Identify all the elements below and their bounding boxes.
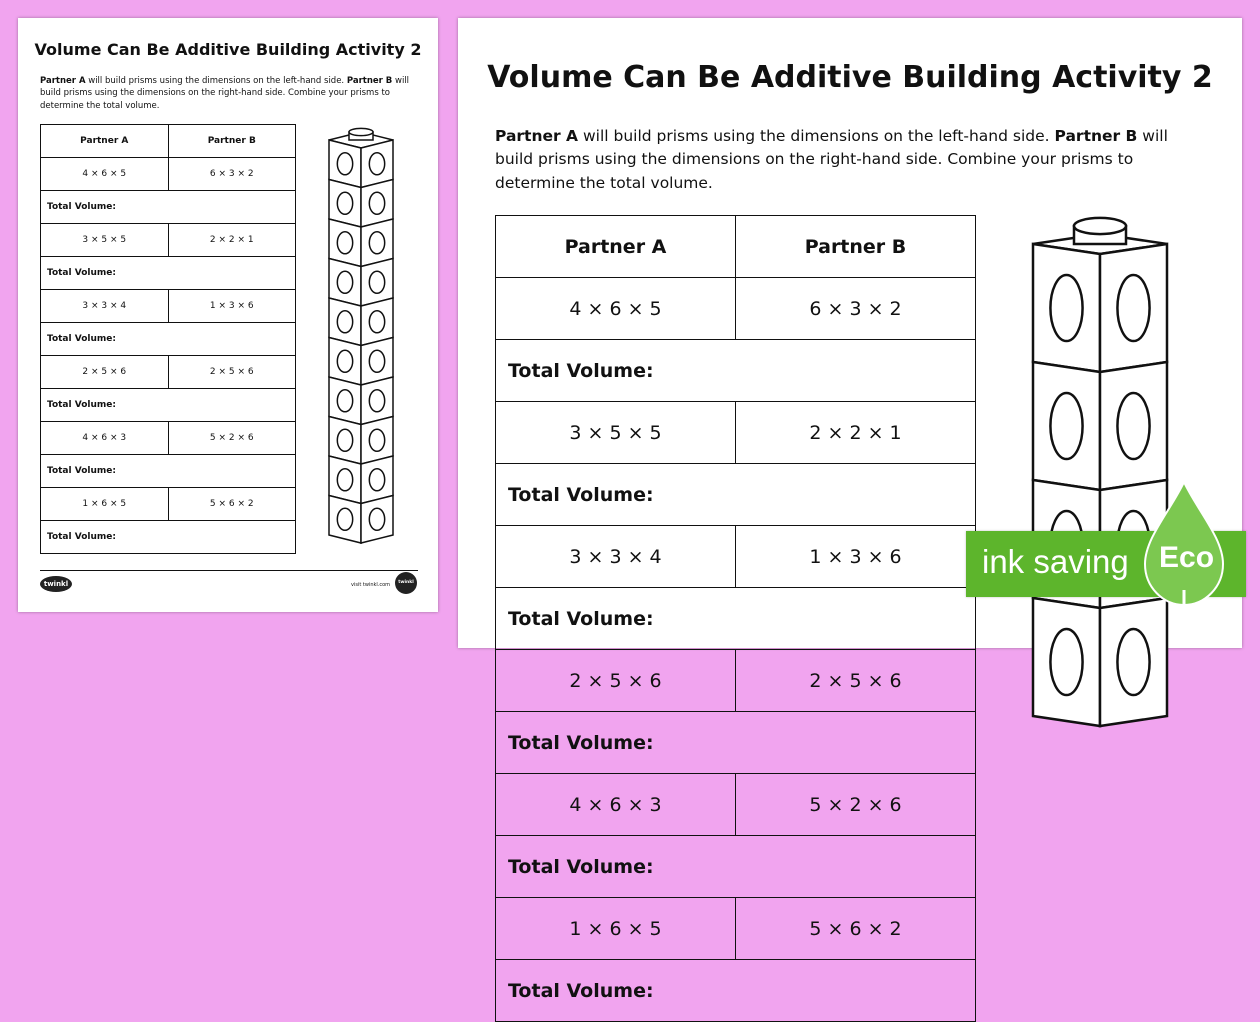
partner-b-dimensions: 6 × 3 × 2 [168, 158, 296, 191]
header-row [496, 216, 976, 278]
cube-hole-right [369, 153, 384, 175]
cube-hole-left [337, 390, 352, 412]
partner-a-header: Partner A [496, 216, 736, 278]
partner-a-text: will build prisms using the dimensions on the left-hand side. [85, 76, 347, 86]
partner-b-dimensions: 1 × 3 × 6 [736, 526, 976, 588]
partner-b-text: will build prisms using the dimensions on the right-hand side. Combine your prisms to determine the total volume. [495, 127, 1168, 192]
total-volume-row [496, 712, 976, 774]
dimension-row [41, 224, 296, 257]
partner-a-dimensions: 3 × 5 × 5 [496, 402, 736, 464]
total-volume-row [41, 323, 296, 356]
cube-hole-right [1117, 629, 1149, 695]
partner-b-dimensions: 5 × 2 × 6 [736, 774, 976, 836]
total-volume-field[interactable]: Total Volume: [41, 191, 296, 224]
cube-hole-right [369, 469, 384, 491]
cube-hole-right [1117, 275, 1149, 341]
cube-hole-right [1117, 393, 1149, 459]
cube-hole-left [337, 232, 352, 254]
total-volume-field[interactable]: Total Volume: [41, 389, 296, 422]
activity-table-large [495, 215, 976, 1022]
partner-b-dimensions: 2 × 5 × 6 [736, 650, 976, 712]
dimension-row [496, 278, 976, 340]
cube-hole-left [337, 508, 352, 530]
partner-a-header: Partner A [41, 125, 169, 158]
instructions-large [495, 125, 1210, 195]
eco-label: Eco [1159, 541, 1215, 574]
total-volume-row [41, 191, 296, 224]
partner-a-dimensions: 3 × 5 × 5 [41, 224, 169, 257]
total-volume-row [496, 340, 976, 402]
total-volume-row [41, 389, 296, 422]
total-volume-field[interactable]: Total Volume: [41, 257, 296, 290]
partner-b-dimensions: 5 × 6 × 2 [168, 488, 296, 521]
total-volume-field[interactable]: Total Volume: [496, 464, 976, 526]
partner-b-dimensions: 1 × 3 × 6 [168, 290, 296, 323]
cube-hole-right [369, 350, 384, 372]
partner-b-dimensions: 2 × 2 × 1 [168, 224, 296, 257]
dimension-row [496, 526, 976, 588]
cube-hole-left [337, 469, 352, 491]
page-title-large: Volume Can Be Additive Building Activity 2 [487, 60, 1213, 95]
dimension-row [41, 488, 296, 521]
footer-url: visit twinkl.com [351, 582, 391, 588]
footer-line [40, 570, 418, 571]
cube-hole-right [369, 232, 384, 254]
cube-hole-right [369, 429, 384, 451]
cube-hole-left [337, 311, 352, 333]
partner-b-dimensions: 5 × 2 × 6 [168, 422, 296, 455]
total-volume-field[interactable]: Total Volume: [496, 712, 976, 774]
dimension-row [496, 402, 976, 464]
cube-hole-right [369, 390, 384, 412]
partner-a-dimensions: 4 × 6 × 3 [496, 774, 736, 836]
dimension-row [496, 650, 976, 712]
cube-hole-left [337, 350, 352, 372]
partner-a-dimensions: 4 × 6 × 5 [496, 278, 736, 340]
partner-a-dimensions: 4 × 6 × 3 [41, 422, 169, 455]
partner-a-dimensions: 1 × 6 × 5 [41, 488, 169, 521]
cube-hole-right [369, 271, 384, 293]
activity-table [40, 124, 296, 554]
partner-b-header: Partner B [168, 125, 296, 158]
cube-tower-illustration [326, 114, 396, 554]
cube-hole-right [369, 311, 384, 333]
cube-hole-left [337, 153, 352, 175]
partner-b-text: will build prisms using the dimensions on the right-hand side. Combine your prisms to determine the total volume. [40, 76, 410, 111]
cube-hole-left [337, 271, 352, 293]
total-volume-field[interactable]: Total Volume: [41, 323, 296, 356]
dimension-row [496, 898, 976, 960]
total-volume-row [496, 960, 976, 1022]
total-volume-row [496, 588, 976, 650]
partner-b-header: Partner B [736, 216, 976, 278]
cube-hole-right [369, 192, 384, 214]
partner-a-dimensions: 2 × 5 × 6 [41, 356, 169, 389]
instructions [40, 75, 418, 112]
partner-b-dimensions: 6 × 3 × 2 [736, 278, 976, 340]
partner-a-name: Partner A [495, 127, 579, 145]
twinkl-logo: twinkl [40, 576, 72, 592]
total-volume-field[interactable]: Total Volume: [496, 588, 976, 650]
cube-hole-left [1050, 629, 1082, 695]
partner-a-dimensions: 4 × 6 × 5 [41, 158, 169, 191]
dimension-row [41, 422, 296, 455]
total-volume-row [496, 464, 976, 526]
partner-b-dimensions: 2 × 5 × 6 [168, 356, 296, 389]
cube-hole-left [337, 429, 352, 451]
dimension-row [41, 356, 296, 389]
total-volume-row [41, 257, 296, 290]
partner-a-name: Partner A [40, 76, 86, 86]
cube-hole-left [337, 192, 352, 214]
partner-a-dimensions: 2 × 5 × 6 [496, 650, 736, 712]
total-volume-field[interactable]: Total Volume: [496, 960, 976, 1022]
dimension-row [41, 290, 296, 323]
partner-a-dimensions: 1 × 6 × 5 [496, 898, 736, 960]
twinkl-logo-small: twinkl [395, 572, 417, 594]
tower-stud-top [1074, 218, 1126, 234]
partner-b-dimensions: 2 × 2 × 1 [736, 402, 976, 464]
partner-b-name: Partner B [1054, 127, 1138, 145]
total-volume-field[interactable]: Total Volume: [41, 521, 296, 554]
tower-stud-top [349, 128, 373, 135]
dimension-row [41, 158, 296, 191]
partner-b-dimensions: 5 × 6 × 2 [736, 898, 976, 960]
total-volume-field[interactable]: Total Volume: [496, 836, 976, 898]
partner-a-dimensions: 3 × 3 × 4 [496, 526, 736, 588]
total-volume-field[interactable]: Total Volume: [41, 455, 296, 488]
total-volume-row [41, 521, 296, 554]
page-title: Volume Can Be Additive Building Activity 2 [34, 40, 422, 59]
cube-hole-right [369, 508, 384, 530]
dimension-row [496, 774, 976, 836]
worksheet-preview-small [18, 18, 438, 612]
cube-hole-left [1050, 393, 1082, 459]
cube-hole-left [1050, 275, 1082, 341]
header-row [41, 125, 296, 158]
partner-a-dimensions: 3 × 3 × 4 [41, 290, 169, 323]
partner-a-text: will build prisms using the dimensions on the left-hand side. [578, 127, 1055, 145]
ink-saving-text: ink saving [982, 543, 1129, 580]
total-volume-row [496, 836, 976, 898]
total-volume-row [41, 455, 296, 488]
total-volume-field[interactable]: Total Volume: [496, 340, 976, 402]
partner-b-name: Partner B [346, 76, 393, 86]
